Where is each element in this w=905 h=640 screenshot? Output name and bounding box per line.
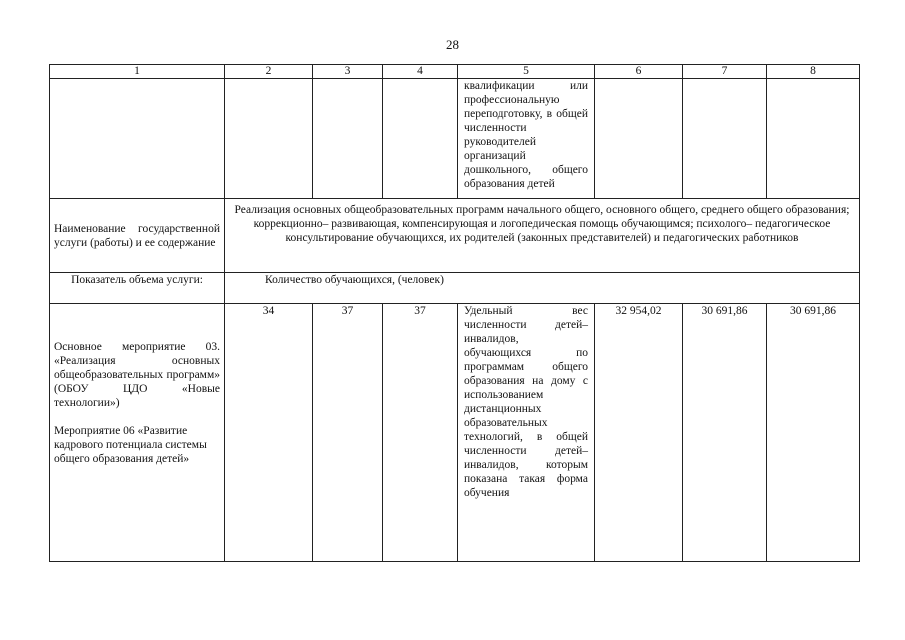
service-label: Наименование государственной услуги (работы) и ее содержание [50, 199, 225, 273]
indicator-text-continued: квалификации или профессиональную переподготовку, в общей численности руководителей организаций дошкольного, общего образования детей [458, 79, 595, 199]
main-activity-text: Основное мероприятие 03. «Реализация основных общеобразовательных программ» (ОБОУ ЦДО «Новые технологии») [54, 341, 220, 409]
column-header-row [50, 65, 860, 79]
column-header: 7 [683, 65, 767, 79]
indicator-text: Удельный вес численности детей–инвалидов, обучающихся по программам общего образования на дому с использованием дистанционных образовательных технологий, в общей численности детей–инвалидов, которым показана такая форма обучения [458, 304, 595, 562]
service-content: Реализация основных общеобразовательных программ начального общего, основного общего, среднего общего образования; коррекционно– развивающая, компенсирующая и логопедическая помощь обучающимся; психолого– педагогическое консультирование обучающихся, их родителей (законных представителей) и педагогических работников [225, 199, 860, 273]
value-col8: 30 691,86 [767, 304, 860, 562]
volume-value: Количество обучающихся, (человек) [225, 273, 860, 304]
column-header: 3 [313, 65, 383, 79]
table-cell [225, 79, 313, 199]
value-col7: 30 691,86 [683, 304, 767, 562]
measure-description [50, 304, 225, 562]
service-row [50, 199, 860, 273]
activity-06-text: Мероприятие 06 «Развитие кадрового потенциала системы общего образования детей» [54, 425, 207, 465]
column-header: 5 [458, 65, 595, 79]
volume-row [50, 273, 860, 304]
table-cell [383, 79, 458, 199]
table-cell [313, 79, 383, 199]
table-cell [767, 79, 860, 199]
spacer [54, 410, 220, 424]
value-col4: 37 [383, 304, 458, 562]
table-cell [683, 79, 767, 199]
continuation-row [50, 79, 860, 199]
value-col2: 34 [225, 304, 313, 562]
table-cell [595, 79, 683, 199]
data-table [49, 64, 860, 562]
column-header: 1 [50, 65, 225, 79]
value-col6: 32 954,02 [595, 304, 683, 562]
column-header: 2 [225, 65, 313, 79]
column-header: 4 [383, 65, 458, 79]
table-cell [50, 79, 225, 199]
measure-row [50, 304, 860, 562]
column-header: 8 [767, 65, 860, 79]
volume-label: Показатель объема услуги: [50, 273, 225, 304]
page-number: 28 [446, 37, 459, 52]
value-col3: 37 [313, 304, 383, 562]
column-header: 6 [595, 65, 683, 79]
